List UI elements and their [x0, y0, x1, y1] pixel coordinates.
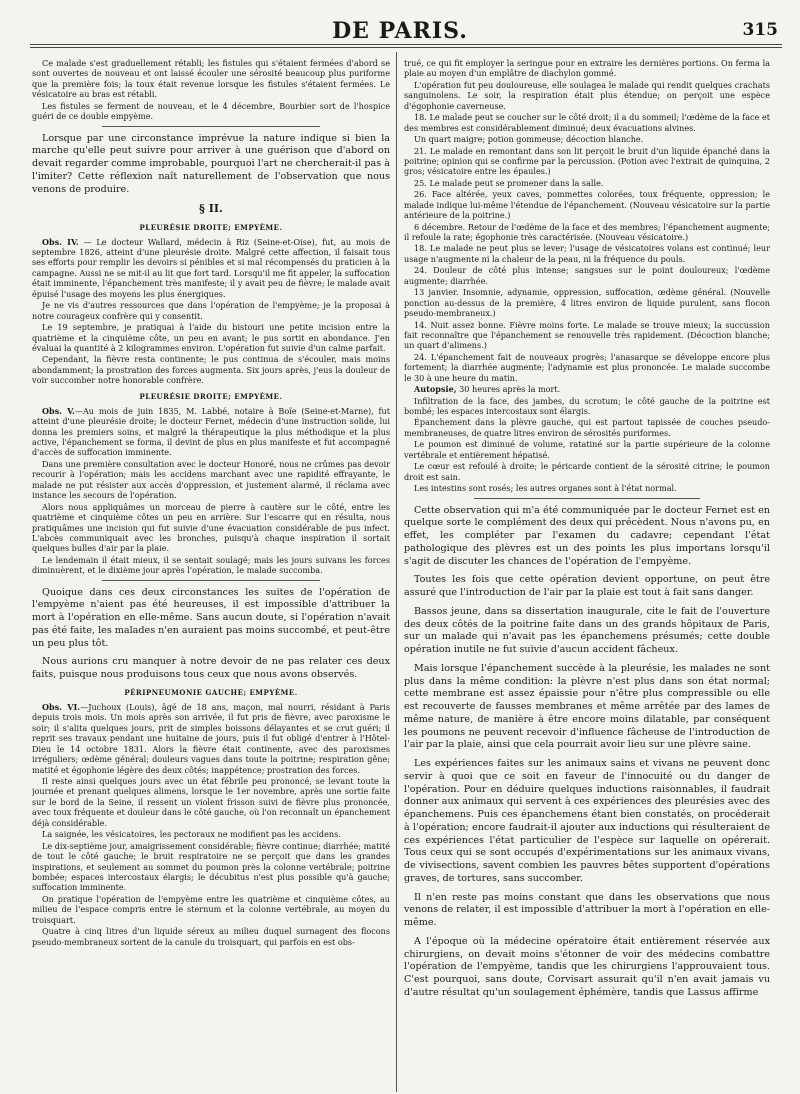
paragraph: 13 janvier. Insomnie, adynamie, oppression, suffocation, œdème général. (Nouvelle ponction au-dessus de la première, 4 litres environ de liquide purulent, sans flocon pseudo-membraneux.) [404, 287, 770, 319]
paragraph: L'opération fut peu douloureuse, elle soulagea le malade qui rendit quelques crachats sanguinolens. Le soir, la respiration était plus étendue; on perçoit une espèce d'égophonie caverneuse. [404, 79, 770, 111]
observation-paragraph [32, 702, 390, 775]
paragraph: Le lendemain il était mieux, il se sentait soulagé; mais les jours suivans les forces diminuèrent, et le dixième jour après l'opération, le malade succomba. [32, 554, 390, 576]
paragraph: 6 décembre. Retour de l'œdème de la face et des membres; l'épanchement augmente; il refoule la rate; égophonie très caractérisée. (Nouveau vésicatoire.) [404, 221, 770, 242]
separator [102, 126, 320, 127]
paragraph: Le cœur est refoulé à droite; le péricarde contient de la sérosité citrine; le poumon droit est sain. [404, 461, 770, 482]
paragraph: Un quart maigre; potion gommeuse; décoction blanche. [414, 134, 644, 145]
paragraph: Mais lorsque l'épanchement succède à la pleurésie, les malades ne sont plus dans la même condition: la plèvre n'est plus dans son état normal; cette membrane est assez épaissie pour n'être plus compressible ou elle est recouverte de fausses membranes et même arrêtée par des lames de même nature, de manière à être encore moins dilatable, par conséquent les poumons ne peuvent recevoir d'influence fâcheuse de l'introduction de l'air par la plaie, ainsi que cela pourrait avoir lieu sur une plèvre saine. [404, 662, 770, 751]
left-column [32, 58, 390, 1088]
paragraph: Cependant, la fièvre resta continente; le pus continua de s'écouler, mais moins abondamment; la prostration des forces augmenta. Six jours après, j'eus la douleur de voir succomber notre honorable confrère. [32, 354, 390, 386]
observation-label: Obs. VI. [42, 701, 81, 712]
paragraph: Les expériences faites sur les animaux sains et vivans ne peuvent donc servir à quoi que ce soit en faveur de l'innocuité ou du danger de l'opération. Pour en déduire quelques inductions raisonnables, il faudrait donner aux animaux qui servent à ces expériences des pleurésies avec des épanchemens. Puis ces épanchemens étant bien constatés, on procéderait à l'opération; encore faudrait-il ajouter aux inductions qui résulteraient de ces expériences l'état particulier de l'espèce sur laquelle on opérerait. Tous ceux qui se sont occupés d'expérimentations sur les animaux vivans, de vivisections, savent combien les pauvres bêtes supportent d'opérations graves, de tortures, sans succomber. [404, 758, 770, 884]
paragraph: Cette observation qui m'a été communiquée par le docteur Fernet est en quelque sorte le complément des deux qui précèdent. Nous n'avons pu, en effet, les compléter par l'examen du cadavre; cependant l'état pathologique des plèvres est un des points les plus importans lorsqu'il s'agit de discuter les chances de l'opération de l'empyème. [404, 504, 770, 567]
paragraph: Les intestins sont rosés; les autres organes sont à l'état normal. [414, 483, 677, 494]
separator [102, 580, 320, 581]
paragraph: 25. Le malade peut se promener dans la salle. [414, 177, 604, 188]
case-heading: PLEURÉSIE DROITE; EMPYÈME. [139, 222, 283, 232]
paragraph: La saignée, les vésicatoires, les pectoraux ne modifient pas les accidens. [42, 829, 341, 840]
paragraph: Lorsque par une circonstance imprévue la nature indique si bien la marche qu'elle peut suivre pour arriver à une guérison que d'abord on devait regarder comme improbable, pourquoi l'art ne chercherait-il pas à l'imiter? Cette réflexion naît naturellement de l'observation que nous venons de produire. [32, 132, 390, 195]
paragraph: Nous aurions cru manquer à notre devoir de ne pas relater ces deux faits, puisque nous produisons tous ceux que nous avons observés. [32, 656, 390, 681]
paragraph: 14. Nuit assez bonne. Fièvre moins forte. Le malade se trouve mieux; la succussion fait reconnaître que l'épanchement se renouvelle très rapidement. (Décoction blanche; un quart d'alimens.) [404, 319, 770, 351]
paragraph: Je ne vis d'autres ressources que dans l'opération de l'empyème; je la proposai à notre courageux confrère qui y consentit. [32, 300, 390, 321]
observation-text: — Le docteur Wallard, médecin à Riz (Seine-et-Oise), fut, au mois de septembre 1826, atteint d'une pleurésie droite. Malgré cette affection, il faisait tous ses efforts pour remplir les devoirs si pénibles et si mal récompensés du praticien à la campagne. Aussi ne se mit-il au lit que fort tard. Lorsqu'il me fit appeler, la suffocation était imminente, l'épanchement très manifeste; il y avait peu de fièvre; le malade avait épuisé l'usage des moyens les plus énergiques. [32, 236, 390, 299]
paragraph: Dans une première consultation avec le docteur Honoré, nous ne crûmes pas devoir recourir à l'opération; mais les accidens marchant avec une rapidité effrayante, le malade ne put résister aux accès d'oppression, et justement alarmé, il réclama avec instance les secours de l'opération. [32, 458, 390, 501]
paragraph: Épanchement dans la plèvre gauche, qui est partout tapissée de couches pseudo-membraneuses, de quatre litres environ de sérosités puriformes. [404, 417, 770, 438]
paragraph: 21. Le malade en remontant dans son lit perçoit le bruit d'un liquide épanché dans la poitrine; opinion qui se confirme par la percussion. (Potion avec l'extrait de quinquina, 2 gros; vésicatoire entre les épaules.) [404, 145, 770, 177]
paragraph: Quoique dans ces deux circonstances les suites de l'opération de l'empyème n'aient pas été heureuses, il est impossible d'attribuer la mort à l'opération en elle-même. Sans aucun doute, si l'opération n'avait pas été faite, les malades n'en auraient pas moins succombé, et peut-être un peu plus tôt. [32, 586, 390, 649]
paragraph: Les fistules se ferment de nouveau, et le 4 décembre, Bourbier sort de l'hospice guéri de ce double empyème. [32, 100, 390, 122]
paragraph: 24. Douleur de côté plus intense; sangsues sur le point douloureux; l'œdème augmente; diarrhée. [404, 265, 770, 286]
paragraph: Quatre à cinq litres d'un liquide séreux au milieu duquel surnagent des flocons pseudo-membraneux sortent de la canule du troisquart, qui parfois en est obs- [32, 926, 390, 947]
observation-paragraph [32, 237, 390, 300]
autopsy-label: Autopsie, [414, 384, 457, 395]
case-heading: PÉRIPNEUMONIE GAUCHE; EMPYÈME. [124, 687, 298, 697]
paragraph: trué, ce qui fit employer la seringue pour en extraire les dernières portions. On ferma la plaie au moyen d'un emplâtre de diachylon gommé. [404, 58, 770, 79]
paragraph: Il n'en reste pas moins constant que dans les observations que nous venons de relater, il est impossible d'attribuer la mort à l'opération en elle-même. [404, 891, 770, 928]
observation-paragraph [32, 406, 390, 458]
paragraph: Alors nous appliquâmes un morceau de pierre à cautère sur le côté, entre les quatrième et cinquième côtes un peu en arrière. Sur l'escarre qui en résulta, nous pratiquâmes une incision qui fut suivie d'une évacuation considérable de pus infect. L'abcès communiquait avec les bronches, puisqu'à chaque inspiration il sortait quelques bulles d'air par la plaie. [32, 501, 390, 554]
paragraph: 18. Le malade ne peut plus se lever; l'usage de vésicatoires volans est continué; leur usage n'augmente ni la chaleur de la peau, ni la fréquence du pouls. [404, 243, 770, 264]
page-number: 315 [742, 20, 778, 40]
separator [474, 498, 700, 499]
observation-text: —Au mois de juin 1835, M. Labbé, notaire à Boïe (Seine-et-Marne), fut atteint d'une pleurésie droite; le docteur Fernet, médecin d'une instruction solide, lui donna les premiers soins, et malgré la thérapeutique la plus méthodique et la plus active, l'épanchement se forma, il devint de plus en plus manifeste et fut accompagné d'accès de suffocation imminente. [32, 405, 390, 458]
paragraph: 26. Face altérée, yeux caves, pommettes colorées, toux fréquente, oppression; le malade indique lui-même l'étendue de l'épanchement. (Nouveau vésicatoire sur la partie antérieure de la poitrine.) [404, 189, 770, 221]
page-title: DE PARIS. [332, 18, 468, 44]
observation-text: —Juchoux (Louis), âgé de 18 ans, maçon, mal nourri, résidant à Paris depuis trois mois. Un mois après son arrivée, il fut pris de fièvre, avec paroxisme le soir; il s'alita quelques jours, prit de simples boissons délayantes et se crut guéri; il reprit ses travaux pendant une huitaine de jours, puis il fut obligé d'entrer à l'Hôtel-Dieu le 14 octobre 1831. Alors la fièvre était continente, avec des paroxismes irréguliers; œdème général; douleurs vagues dans toute la poitrine; respiration gêne; matité et égophonie légère des deux côtés; inappétence; prostration des forces. [32, 701, 390, 775]
paragraph: Ce malade s'est graduellement rétabli; les fistules qui s'étaient fermées d'abord se sont ouvertes de nouveau et ont laissé écouler une sérosité beaucoup plus puriforme que la première fois; la toux était revenue lorsque les fistules s'étaient fermées. Le vésicatoire au bras est rétabli. [32, 58, 390, 100]
paragraph: 24. L'épanchement fait de nouveaux progrès; l'anasarque se développe encore plus fortement; la diarrhée augmente; l'adynamie est plus prononcée. Le malade succombe le 30 à une heure du matin. [404, 351, 770, 383]
paragraph: Le dix-septième jour, amaigrissement considérable; fièvre continue; diarrhée; matité de tout le côté gauche; le bruit respiratoire ne se perçoit que dans les grandes inspirations, et seulement au sommet du poumon près la colonne vertébrale; poitrine bombée; espaces intercostaux élargis; le décubitus n'est plus possible qu'à gauche; suffocation imminente. [32, 840, 390, 893]
paragraph: Infiltration de la face, des jambes, du scrotum; le côté gauche de la poitrine est bombé; les espaces intercostaux sont élargis. [404, 395, 770, 416]
observation-label: Obs. IV. [42, 236, 79, 247]
paragraph: Le poumon est diminué de volume, ratatiné sur la partie supérieure de la colonne vertébrale et entièrement hépatisé. [404, 439, 770, 460]
autopsy-paragraph [404, 384, 770, 394]
paragraph: Il reste ainsi quelques jours avec un état fébrile peu prononcé, se levant toute la journée et prenant quelques alimens, lorsque le 1er novembre, après une sortie faite sur le bord de la Seine, il ressent un violent frisson suivi de fièvre plus prononcée, avec toux fréquente et douleur dans le côté gauche, où l'on reconnaît un épanchement déjà considérable. [32, 776, 390, 828]
paragraph: Toutes les fois que cette opération devient opportune, on peut être assuré que l'introduction de l'air par la plaie est tout à fait sans danger. [404, 574, 770, 598]
case-heading: PLEURÉSIE DROITE; EMPYÈME. [139, 391, 283, 401]
header-rule-double [30, 47, 782, 48]
observation-label: Obs. V. [42, 405, 75, 416]
paragraph: Bassos jeune, dans sa dissertation inaugurale, cite le fait de l'ouverture des deux côtés de la poitrine faite dans un des grands hôpitaux de Paris, sur un malade qui n'avait pas les épanchemens présumés; cette double opération inutile ne fut suivie d'aucun accident fâcheux. [404, 605, 770, 655]
paragraph: Le 19 septembre, je pratiquai à l'aide du bistouri une petite incision entre la quatrième et la cinquième côte, un peu en avant; le pus sortit en abondance. J'en évaluai la quantité à 2 kilogrammes environ. L'opération fut suivie d'un calme parfait. [32, 322, 390, 353]
paragraph: A l'époque où la médecine opératoire était entièrement réservée aux chirurgiens, on devait moins s'étonner de voir des médecins combattre l'opération de l'empyème, tandis que les chirurgiens l'approuvaient tous. C'est pourquoi, sans doute, Corvisart assurait qu'il n'en avait jamais vu d'autre résultat qu'un soulagement éphémère, tandis que Lassus affirme [404, 935, 770, 998]
header-rule [30, 44, 782, 45]
column-divider [396, 52, 397, 1092]
autopsy-text: 30 heures après la mort. [456, 384, 561, 395]
right-column [404, 58, 770, 1088]
paragraph: On pratique l'opération de l'empyème entre les quatrième et cinquième côtes, au milieu de l'espace compris entre le sternum et la colonne vertébrale, au moyen du troisquart. [32, 893, 390, 925]
section-heading: § II. [199, 202, 223, 216]
paragraph: 18. Le malade peut se coucher sur le côté droit; il a du sommeil; l'œdème de la face et des membres est considérablement diminué; deux évacuations alvines. [404, 112, 770, 133]
